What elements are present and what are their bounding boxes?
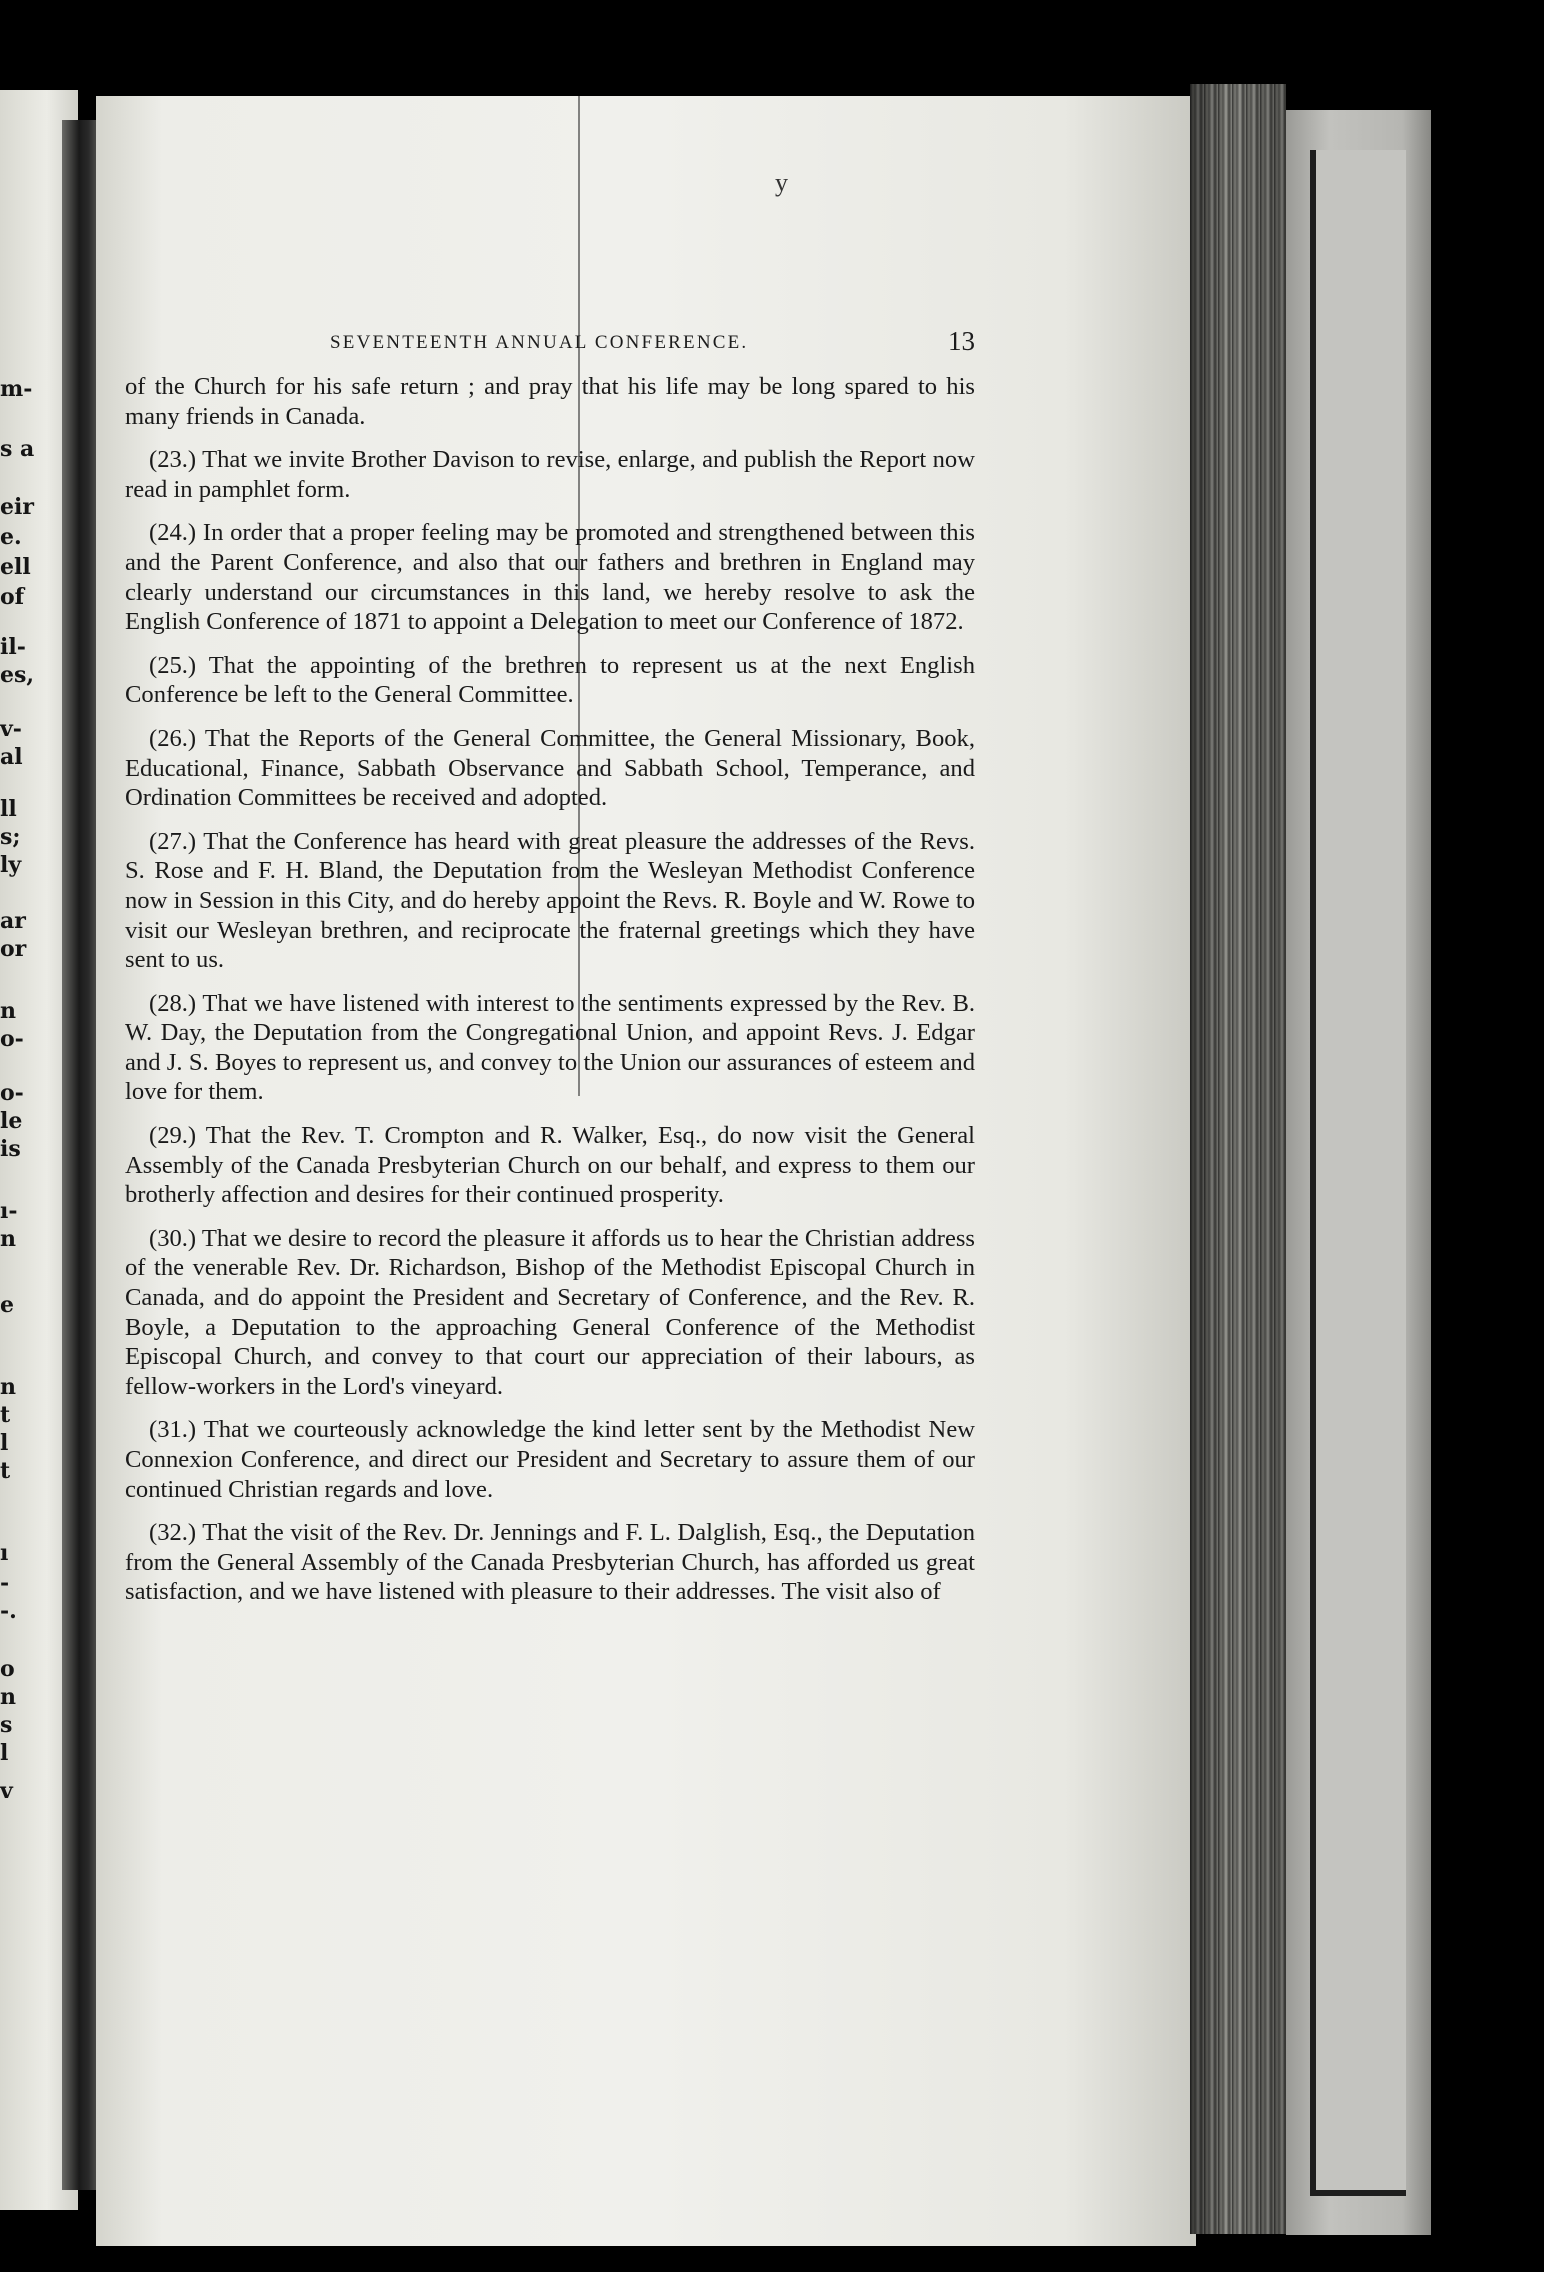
facing-page-word-fragment: ell bbox=[0, 554, 31, 580]
facing-page-word-fragment: eir bbox=[0, 494, 34, 520]
facing-page-word-fragment: e. bbox=[0, 524, 22, 550]
facing-page-word-fragment: o bbox=[0, 1656, 15, 1682]
facing-page-word-fragment: e bbox=[0, 1292, 14, 1318]
facing-page-word-fragment: ı- bbox=[0, 1198, 18, 1224]
facing-page-word-fragment: m- bbox=[0, 376, 33, 402]
resolution-24: (24.) In order that a proper feeling may be promoted and strengthened between this and the Parent Conference, and also that our fathers and brethren in England may clearly understand our circumstances in this land, we hereby resolve to ask the English Conference of 1871 to appoint a Delegation to meet our Conference of 1872. bbox=[125, 519, 975, 636]
facing-page-word-fragment: ly bbox=[0, 852, 22, 878]
facing-page-word-fragment: il- bbox=[0, 634, 26, 660]
resolution-26: (26.) That the Reports of the General Committee, the General Missionary, Book, Educational, Finance, Sabbath Observance and Sabbath School, Temperance, and Ordination Committees be received and adopted. bbox=[125, 724, 975, 812]
facing-page-word-fragment: v bbox=[0, 1778, 13, 1804]
facing-page-word-fragment: ı bbox=[0, 1540, 9, 1566]
book-gutter bbox=[62, 120, 100, 2190]
running-head bbox=[125, 326, 975, 356]
paragraph-continued: of the Church for his safe return ; and pray that his life may be long spared to his many friends in Canada. bbox=[125, 373, 975, 430]
facing-page-word-fragment: ar bbox=[0, 908, 26, 934]
resolution-25: (25.) That the appointing of the brethren to represent us at the next English Conference be left to the General Committee. bbox=[125, 651, 975, 709]
facing-page-word-fragment: s a bbox=[0, 436, 35, 462]
resolution-23: (23.) That we invite Brother Davison to revise, enlarge, and publish the Report now read in pamphlet form. bbox=[125, 446, 975, 503]
facing-page-word-fragment: - bbox=[0, 1570, 10, 1596]
resolution-29: (29.) That the Rev. T. Crompton and R. Walker, Esq., do now visit the General Assembly of the Canada Presbyterian Church on our behalf, and express to them our brotherly affection and desires for their continued prosperity. bbox=[125, 1122, 975, 1209]
facing-page-word-fragment: es, bbox=[0, 662, 35, 688]
facing-page-word-fragment: or bbox=[0, 936, 27, 962]
resolution-30: (30.) That we desire to record the pleasure it affords us to hear the Christian address of the venerable Rev. Dr. Richardson, Bishop of the Methodist Episcopal Church in Canada, and do appoint the President and Secretary of Conference, and the Rev. R. Boyle, a Deputation to the approaching General Conference of the Methodist Episcopal Church, and convey to that court our appreciation of their labours, as fellow-workers in the Lord's vineyard. bbox=[125, 1224, 975, 1400]
facing-page-word-fragment: ll bbox=[0, 796, 17, 822]
page-number: 13 bbox=[948, 326, 975, 356]
facing-page-word-fragment: -. bbox=[0, 1598, 17, 1624]
facing-page-word-fragment: v- bbox=[0, 716, 22, 742]
facing-page-word-fragment: n bbox=[0, 998, 16, 1024]
facing-page-word-fragment: le bbox=[0, 1108, 23, 1134]
facing-page-word-fragment: l bbox=[0, 1430, 9, 1456]
facing-page-word-fragment: o- bbox=[0, 1080, 24, 1106]
resolution-31: (31.) That we courteously acknowledge the kind letter sent by the Methodist New Connexion Conference, and direct our President and Secretary to assure them of our continued Christian regards and love. bbox=[125, 1416, 975, 1503]
facing-page-word-fragment: o- bbox=[0, 1026, 24, 1052]
resolution-32: (32.) That the visit of the Rev. Dr. Jennings and F. L. Dalglish, Esq., the Deputation from the General Assembly of the Canada Presbyterian Church, has afforded us great satisfaction, and we have listened with pleasure to their addresses. The visit also of bbox=[125, 1519, 975, 1606]
running-title: SEVENTEENTH ANNUAL CONFERENCE. bbox=[330, 332, 749, 353]
resolution-28: (28.) That we have listened with interest to the sentiments expressed by the Rev. B. W. Day, the Deputation from the Congregational Union, and appoint Revs. J. Edgar and J. S. Boyes to represent us, and convey to the Union our assurances of esteem and love for them. bbox=[125, 989, 975, 1106]
facing-page-word-fragment: of bbox=[0, 584, 25, 610]
facing-page-word-fragment: is bbox=[0, 1136, 21, 1162]
facing-page-word-fragment: n bbox=[0, 1684, 16, 1710]
facing-page-word-fragment: t bbox=[0, 1402, 11, 1428]
body-text bbox=[125, 372, 975, 1621]
facing-page-word-fragment: s; bbox=[0, 824, 21, 850]
facing-page-word-fragment: s bbox=[0, 1712, 13, 1738]
page-fore-edge-shadow bbox=[1190, 84, 1286, 2234]
facing-page-word-fragment: l bbox=[0, 1740, 9, 1766]
stray-pencil-mark: y bbox=[775, 168, 788, 197]
book-cover-inner-edge bbox=[1310, 150, 1406, 2196]
facing-page-word-fragment: t bbox=[0, 1458, 11, 1484]
facing-page-word-fragment: n bbox=[0, 1374, 16, 1400]
facing-page-word-fragment: n bbox=[0, 1226, 16, 1252]
resolution-27: (27.) That the Conference has heard with great pleasure the addresses of the Revs. S. Rose and F. H. Bland, the Deputation from the Wesleyan Methodist Conference now in Session in this City, and do hereby appoint the Revs. R. Boyle and W. Rowe to visit our Wesleyan brethren, and reciprocate the fraternal greetings which they have sent to us. bbox=[125, 827, 975, 974]
facing-page-word-fragment: al bbox=[0, 744, 23, 770]
